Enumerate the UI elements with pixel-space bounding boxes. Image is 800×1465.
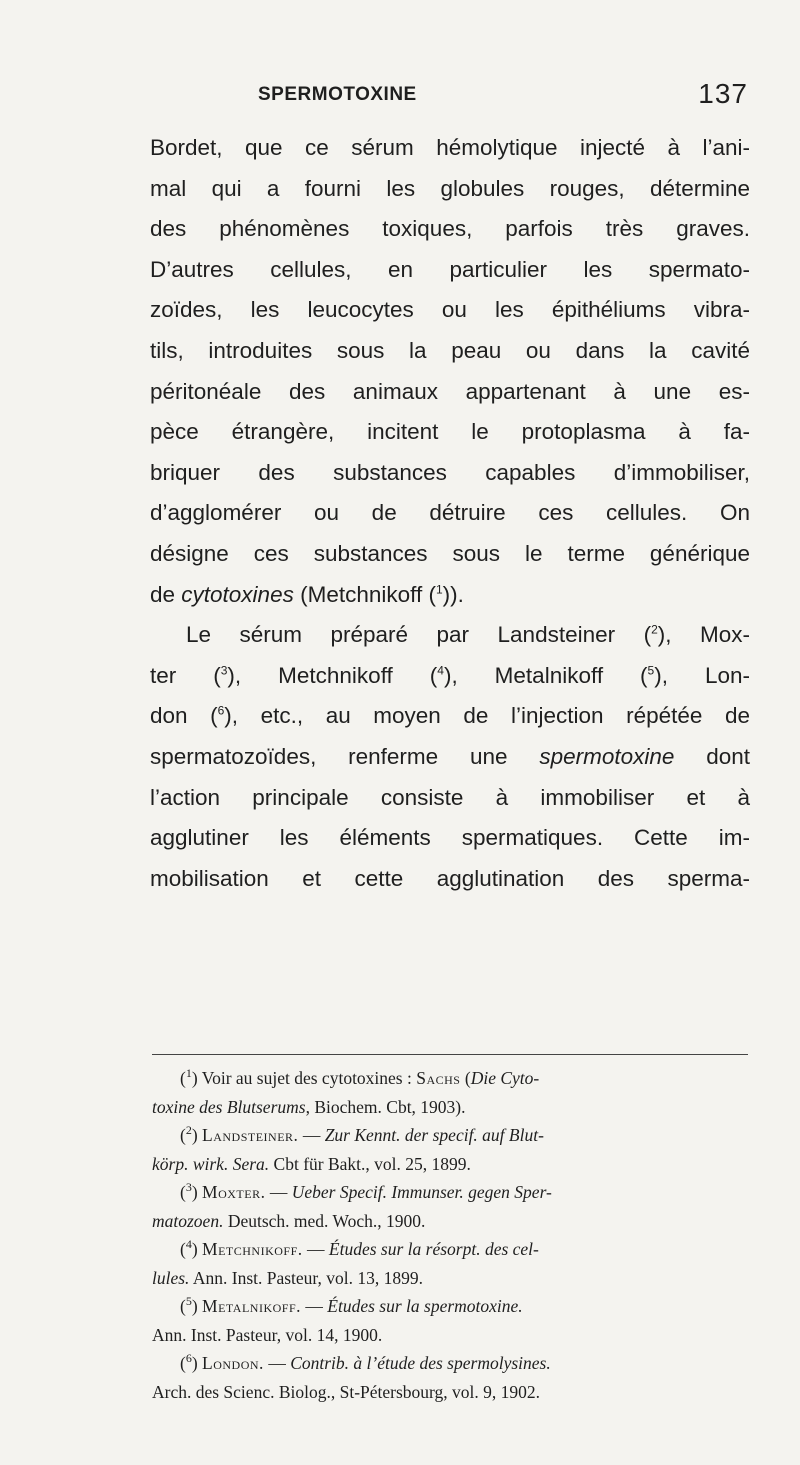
page-header <box>150 78 750 112</box>
footnote-ref[interactable]: 3 <box>220 663 228 678</box>
footnote-3: ($^3$) Moxter. — Ueber Specif. Immunser. gegen Sper- matozoen. Deutsch. med. Woch., 1900. <box>152 1180 552 1231</box>
footnote-6: ($^6$) London. — Contrib. à l’étude des spermolysines. Arch. des Scienc. Biolog., St-Pétersbourg, vol. 9, 1902. <box>152 1351 551 1402</box>
page-number: 137 <box>698 78 748 109</box>
text-line: briquer des substances capables d’immobiliser, <box>150 459 750 485</box>
running-title: SPERMOTOXINE <box>258 84 417 105</box>
footnote-ref[interactable]: 4 <box>437 663 444 678</box>
text-line: agglutiner les éléments spermatiques. Cette im- <box>150 825 750 851</box>
text-line: mobilisation et cette agglutination des sperma- <box>150 865 750 891</box>
text-line: des phénomènes toxiques, parfois très graves. <box>150 216 750 242</box>
footnote-2: ($^2$) Landsteiner. — Zur Kennt. der specif. auf Blut- körp. wirk. Sera. Cbt für Bakt., vol. 25, 1899. <box>152 1123 544 1174</box>
footnotes <box>152 1064 750 1406</box>
text-line: spermatozoïdes, renferme une spermotoxine dont <box>150 743 750 769</box>
term-cytotoxines: cytotoxines <box>181 581 294 607</box>
text-line: désigne ces substances sous le terme générique <box>150 540 750 566</box>
footnote-4: ($^4$) Metchnikoff. — Études sur la résorpt. des cel- lules. Ann. Inst. Pasteur, vol. 13, 1899. <box>152 1237 539 1288</box>
footnote-divider <box>152 1054 748 1055</box>
footnote-ref[interactable]: 6 <box>217 703 225 718</box>
text-line: mal qui a fourni les globules rouges, détermine <box>150 175 750 201</box>
text-line: ter ($^3$), Metchnikoff ($^4$), Metalnikoff ($^5$), Lon- <box>150 662 750 688</box>
text-line: zoïdes, les leucocytes ou les épithéliums vibra- <box>150 297 750 323</box>
text-line: péritonéale des animaux appartenant à une es- <box>150 378 750 404</box>
text-line: Bordet, que ce sérum hémolytique injecté à l’ani- <box>150 135 750 160</box>
text-line: Le sérum préparé par Landsteiner ($^2$), Mox- <box>186 622 751 648</box>
text-line: pèce étrangère, incitent le protoplasma à fa- <box>150 419 750 445</box>
body-text <box>150 128 750 899</box>
footnote-ref[interactable]: 1 <box>435 582 443 597</box>
text-line: de cytotoxines (Metchnikoff ($^1$)). <box>150 581 464 607</box>
footnote-5: ($^5$) Metalnikoff. — Études sur la spermotoxine. Ann. Inst. Pasteur, vol. 14, 1900. <box>152 1294 523 1345</box>
text-line: l’action principale consiste à immobiliser et à <box>150 784 750 810</box>
text-line: don ($^6$), etc., au moyen de l’injection répétée de <box>150 703 750 729</box>
text-line: d’agglomérer ou de détruire ces cellules. On <box>150 500 750 526</box>
footnote-ref[interactable]: 2 <box>651 622 658 637</box>
footnote-ref[interactable]: 5 <box>647 663 655 678</box>
footnote-1: ($^1$) Voir au sujet des cytotoxines : Sachs (Die Cyto- toxine des Blutserums, Biochem. Cbt, 1903). <box>152 1066 540 1117</box>
text-line: tils, introduites sous la peau ou dans la cavité <box>150 337 750 363</box>
text-line: D’autres cellules, en particulier les spermato- <box>150 256 750 282</box>
term-spermotoxine: spermotoxine <box>539 743 675 769</box>
